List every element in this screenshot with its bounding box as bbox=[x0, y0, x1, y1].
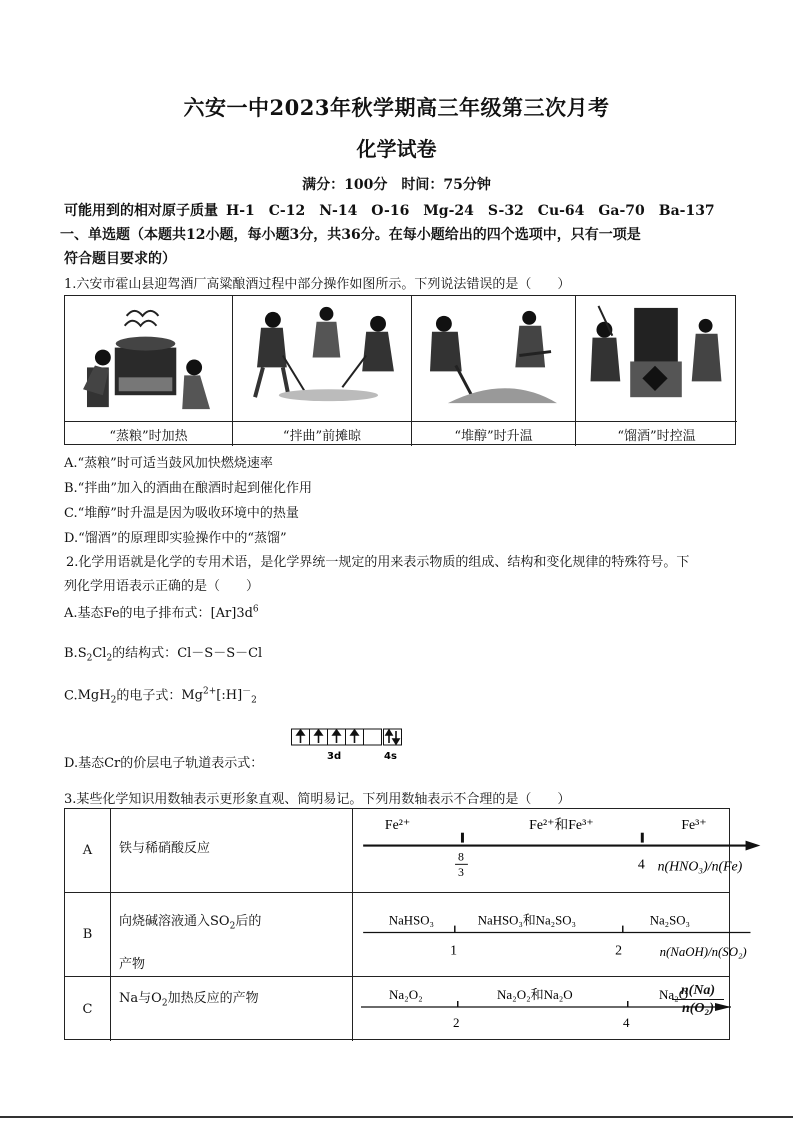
q2-b-s: S bbox=[77, 646, 87, 661]
c-axis-numerator: n(Na) bbox=[680, 983, 716, 998]
b-desc-post: 后的 bbox=[235, 914, 262, 929]
caption-distilling: “馏酒”时控温 bbox=[617, 428, 696, 444]
row-b-desc bbox=[111, 893, 353, 976]
q2-stem-1: 2.化学用语就是化学的专用术语，是化学界统一规定的用来表示物质的组成、结构和变化规律的特殊符号。下 bbox=[66, 555, 690, 570]
q2-c-formula bbox=[181, 687, 257, 706]
c-tick-1 bbox=[457, 1001, 459, 1007]
q2-c-compound bbox=[77, 688, 117, 706]
distilling-illustration bbox=[576, 296, 737, 422]
q2-d-mid: 的价层电子轨道表示式： bbox=[120, 756, 264, 771]
b-desc-sub: 2 bbox=[229, 921, 236, 932]
caption-mixing: “拌曲”前摊晾 bbox=[233, 422, 412, 446]
q1-option-a: A.“蒸粮”时可适当鼓风加快燃烧速率 bbox=[64, 456, 273, 471]
q2-c-minus: － bbox=[242, 687, 252, 697]
a-tick-2-label: 4 bbox=[637, 856, 645, 872]
a-tick-1-den: 3 bbox=[458, 865, 464, 880]
q2-b-formula: Cl－S－S－Cl bbox=[177, 646, 263, 661]
b-axis-label: n(NaOH)/n(SO₂) bbox=[659, 945, 747, 960]
c-desc-sub: 2 bbox=[161, 998, 168, 1009]
q2-d-prefix: D.基态 bbox=[64, 756, 105, 771]
q2-a-mid: 的电子排布式： bbox=[119, 606, 211, 621]
q2-b-sub-b: 2 bbox=[106, 653, 113, 664]
q2-c-prefix: C. bbox=[64, 688, 78, 704]
b-seg-3: Na₂SO₃ bbox=[649, 913, 691, 928]
atomic-masses-values: H-1 C-12 N-14 O-16 Mg-24 S-32 Cu-64 Ga-70 Ba-137 bbox=[226, 203, 715, 219]
c-seg-2: Na₂O₂和Na₂O bbox=[497, 987, 573, 1002]
c-tick-1-label: 2 bbox=[453, 1015, 460, 1030]
a-tick-2 bbox=[641, 833, 644, 843]
b-desc-line2: 产物 bbox=[119, 956, 146, 972]
q3-stem: 3.某些化学知识用数轴表示更形象直观、简明易记。下列用数轴表示不合理的是（ ） bbox=[64, 792, 571, 807]
q2-b-mid: 的结构式： bbox=[112, 646, 178, 661]
q2-c-charge: 2+ bbox=[203, 687, 217, 697]
orbital-diagram bbox=[291, 728, 403, 764]
c-desc-o: O bbox=[151, 991, 162, 1006]
q1-image-table bbox=[64, 295, 736, 445]
b-tick-2-label: 2 bbox=[615, 942, 623, 958]
section-heading-2: 符合题目要求的） bbox=[64, 251, 176, 267]
q2-c-mid: 的电子式： bbox=[116, 688, 182, 704]
atomic-masses-label: 可能用到的相对原子质量 bbox=[64, 203, 218, 219]
c-axis-denominator: n(O₂) bbox=[672, 999, 724, 1017]
exam-title: 六安一中2023年秋学期高三年级第三次月考 bbox=[183, 95, 610, 120]
row-b-axis bbox=[353, 893, 747, 976]
row-b bbox=[65, 893, 747, 977]
q2-c-mg: Mg bbox=[181, 688, 203, 704]
exam-subject: 化学试卷 bbox=[356, 137, 437, 161]
b-tick-1-label: 1 bbox=[450, 942, 458, 958]
c-seg-1: Na₂O₂ bbox=[389, 987, 423, 1002]
q2-option-b bbox=[64, 642, 262, 664]
a-axis-arrow bbox=[746, 841, 761, 851]
q2-c-sub: 2 bbox=[110, 695, 117, 706]
q1-option-c: C.“堆醇”时升温是因为吸收环境中的热量 bbox=[64, 506, 299, 521]
q2-a-element: Fe bbox=[103, 606, 120, 621]
q2-b-cl: Cl bbox=[92, 646, 107, 661]
row-c-label: C bbox=[65, 977, 111, 1041]
q2-c-bracket: [:H] bbox=[216, 688, 243, 704]
steaming-illustration bbox=[65, 296, 233, 422]
q2-option-d bbox=[64, 752, 263, 771]
section-heading-1: 一、单选题（本题共12小题，每小题3分，共36分。在每小题给出的四个选项中，只有一项是 bbox=[60, 227, 641, 243]
c-tick-2 bbox=[627, 1001, 629, 1007]
row-a-label: A bbox=[65, 809, 111, 892]
a-axis-label: n(HNO₃)/n(Fe) bbox=[657, 858, 743, 874]
row-a bbox=[65, 809, 743, 893]
piling-illustration bbox=[412, 296, 576, 422]
orbital-label-4s: 4s bbox=[384, 751, 397, 762]
a-seg-1: Fe²⁺ bbox=[384, 816, 411, 832]
a-tick-1-num: 8 bbox=[458, 849, 464, 864]
c-desc-na: Na bbox=[119, 991, 139, 1006]
c-desc-post: 加热反应的产物 bbox=[167, 991, 259, 1006]
q1-option-d: D.“馏酒”的原理即实验操作中的“蒸馏” bbox=[64, 531, 287, 546]
q2-a-formula-core: Ar bbox=[215, 606, 232, 621]
b-seg-2: NaHSO₃和Na₂SO₃ bbox=[477, 913, 577, 928]
c-desc-mid: 与 bbox=[138, 991, 152, 1006]
q2-b-sub-a: 2 bbox=[86, 653, 93, 664]
c-seg-3: Na₂O bbox=[659, 987, 689, 1002]
q2-c-two: 2 bbox=[251, 695, 257, 706]
b-tick-1 bbox=[454, 926, 455, 933]
b-seg-1: NaHSO₃ bbox=[388, 913, 434, 928]
q2-option-a bbox=[64, 602, 259, 621]
q2-d-element: Cr bbox=[104, 756, 121, 771]
a-seg-3: Fe³⁺ bbox=[681, 816, 707, 832]
a-seg-2: Fe²⁺和Fe³⁺ bbox=[529, 816, 594, 832]
q2-option-c bbox=[64, 684, 257, 706]
q3-axis-table bbox=[64, 808, 747, 1040]
caption-piling: “堆醇”时升温 bbox=[412, 422, 576, 446]
orbital-label-3d: 3d bbox=[327, 751, 342, 762]
q2-a-prefix: A.基态 bbox=[64, 606, 104, 621]
row-a-axis bbox=[353, 809, 743, 892]
q1-option-b: B.“拌曲”加入的酒曲在酿酒时起到催化作用 bbox=[64, 481, 312, 496]
b-tick-2 bbox=[622, 926, 623, 933]
page-bottom-rule bbox=[0, 1116, 793, 1118]
row-c-desc bbox=[111, 977, 353, 1041]
q2-stem-2: 列化学用语表示正确的是（ ） bbox=[64, 579, 260, 594]
row-b-label: B bbox=[65, 893, 111, 976]
caption-steaming: “蒸粮”时加热 bbox=[65, 422, 233, 446]
c-axis-fraction bbox=[672, 982, 724, 1017]
mixing-illustration bbox=[233, 296, 412, 422]
row-a-desc: 铁与稀硝酸反应 bbox=[111, 809, 353, 892]
q2-a-formula: $[Ar]3d^6$ bbox=[210, 604, 259, 621]
q2-c-mgh: MgH bbox=[77, 688, 111, 704]
q2-a-formula-tail: 3d bbox=[236, 606, 253, 621]
q2-b-compound bbox=[77, 646, 113, 664]
b-desc-so: SO bbox=[210, 914, 230, 929]
c-tick-2-label: 4 bbox=[623, 1015, 630, 1030]
b-desc-pre: 向烧碱溶液通入 bbox=[119, 914, 211, 929]
exam-meta: 满分：100分 时间：75分钟 bbox=[302, 177, 491, 193]
q1-stem: 1.六安市霍山县迎驾酒厂高粱酿酒过程中部分操作如图所示。下列说法错误的是（ ） bbox=[64, 277, 571, 292]
atomic-masses bbox=[64, 200, 715, 220]
a-tick-1 bbox=[461, 833, 464, 843]
row-c bbox=[65, 977, 729, 1041]
q2-b-prefix: B. bbox=[64, 646, 78, 661]
q2-a-formula-sup: 6 bbox=[252, 604, 259, 615]
